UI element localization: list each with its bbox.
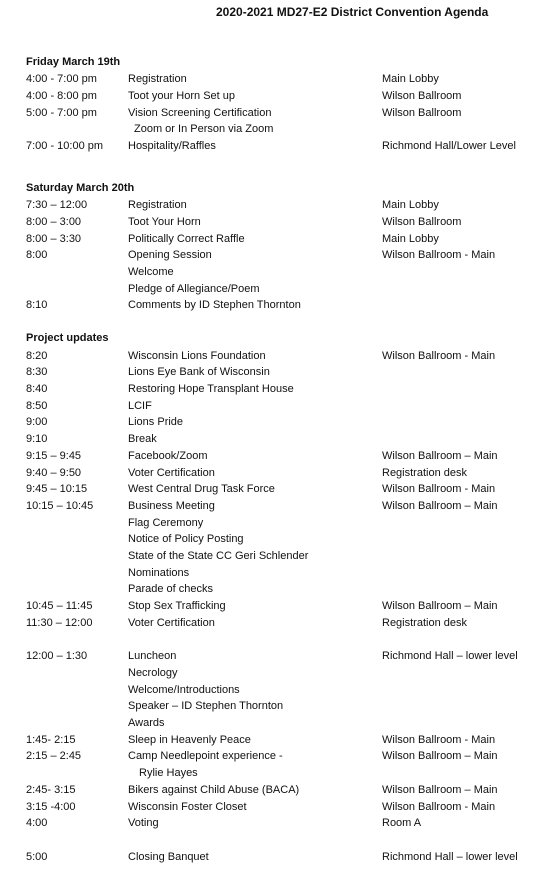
agenda-row [0,216,544,232]
agenda-row [0,817,544,833]
agenda-event: Business Meeting [128,500,215,512]
agenda-time: 7:30 – 12:00 [26,199,88,211]
agenda-time: 7:00 - 10:00 pm [26,140,104,152]
agenda-event: Politically Correct Raffle [128,233,245,245]
agenda-event: Flag Ceremony [128,517,204,529]
agenda-event: Voting [128,817,159,829]
agenda-row [0,400,544,416]
agenda-location: Richmond Hall – lower level [382,851,518,863]
agenda-event: Nominations [128,567,190,579]
agenda-row [0,784,544,800]
agenda-location: Wilson Ballroom - Main [382,483,496,495]
agenda-row [0,600,544,616]
agenda-row [0,734,544,750]
agenda-time: 8:20 [26,350,48,362]
agenda-time: 2:15 – 2:45 [26,750,82,762]
agenda-row [0,299,544,315]
agenda-location: Richmond Hall/Lower Level [382,140,516,152]
agenda-event: Voter Certification [128,617,215,629]
agenda-row [0,266,544,282]
agenda-time: 4:00 - 8:00 pm [26,90,97,102]
agenda-row [0,667,544,683]
agenda-event: Wisconsin Foster Closet [128,801,247,813]
agenda-row [0,517,544,533]
agenda-event: Comments by ID Stephen Thornton [128,299,301,311]
agenda-event: Restoring Hope Transplant House [128,383,294,395]
agenda-time: 8:00 [26,249,48,261]
agenda-event: Camp Needlepoint experience - [128,750,283,762]
agenda-event: Wisconsin Lions Foundation [128,350,266,362]
agenda-event: Luncheon [128,650,177,662]
agenda-event: Hospitality/Raffles [128,140,216,152]
agenda-location: Wilson Ballroom - Main [382,801,496,813]
agenda-event: Lions Eye Bank of Wisconsin [128,366,270,378]
agenda-time: 9:15 – 9:45 [26,450,82,462]
agenda-event: Facebook/Zoom [128,450,208,462]
agenda-row [0,583,544,599]
agenda-time: 3:15 -4:00 [26,801,76,813]
agenda-event: Rylie Hayes [139,767,198,779]
agenda-time: 11:30 – 12:00 [26,617,93,629]
agenda-time: 9:40 – 9:50 [26,467,82,479]
agenda-event: State of the State CC Geri Schlender [128,550,309,562]
agenda-time: 8:00 – 3:30 [26,233,82,245]
agenda-event: Registration [128,199,187,211]
agenda-location: Wilson Ballroom – Main [382,784,498,796]
agenda-row [0,283,544,299]
agenda-row [0,750,544,766]
agenda-location: Wilson Ballroom - Main [382,249,496,261]
agenda-row [0,467,544,483]
agenda-time: 8:00 – 3:00 [26,216,82,228]
agenda-event: Sleep in Heavenly Peace [128,734,251,746]
agenda-row [0,366,544,382]
agenda-location: Wilson Ballroom – Main [382,750,498,762]
agenda-row [0,801,544,817]
agenda-location: Room A [382,817,422,829]
agenda-time: 8:40 [26,383,48,395]
agenda-location: Wilson Ballroom – Main [382,500,498,512]
agenda-location: Wilson Ballroom - Main [382,734,496,746]
agenda-time: 9:10 [26,433,48,445]
agenda-event: Bikers against Child Abuse (BACA) [128,784,300,796]
agenda-row [0,533,544,549]
agenda-event: Closing Banquet [128,851,209,863]
agenda-time: 2:45- 3:15 [26,784,76,796]
agenda-event: Awards [128,717,165,729]
agenda-event: Voter Certification [128,467,215,479]
agenda-event: Parade of checks [128,583,213,595]
agenda-time: 5:00 - 7:00 pm [26,107,97,119]
agenda-row [0,123,544,139]
agenda-time: 12:00 – 1:30 [26,650,88,662]
agenda-row [0,483,544,499]
agenda-row [0,199,544,215]
agenda-event: LCIF [128,400,152,412]
agenda-location: Main Lobby [382,233,439,245]
agenda-row [0,73,544,89]
agenda-event: Registration [128,73,187,85]
agenda-row [0,90,544,106]
agenda-event: Stop Sex Trafficking [128,600,226,612]
agenda-event: Zoom or In Person via Zoom [134,123,274,135]
agenda-event: Toot Your Horn [128,216,201,228]
agenda-time: 8:50 [26,400,48,412]
agenda-row [0,450,544,466]
agenda-event: Opening Session [128,249,212,261]
agenda-event: Lions Pride [128,416,184,428]
agenda-event: Necrology [128,667,178,679]
agenda-row [0,767,544,783]
agenda-row [0,350,544,366]
agenda-location: Registration desk [382,617,467,629]
agenda-time: 4:00 - 7:00 pm [26,73,97,85]
agenda-row [0,233,544,249]
agenda-time: 9:45 – 10:15 [26,483,88,495]
agenda-event: Pledge of Allegiance/Poem [128,283,260,295]
agenda-event: Welcome/Introductions [128,684,240,696]
agenda-row [0,433,544,449]
agenda-row [0,567,544,583]
agenda-row [0,684,544,700]
agenda-time: 9:00 [26,416,48,428]
agenda-row [0,700,544,716]
agenda-location: Wilson Ballroom [382,107,462,119]
agenda-row [0,140,544,156]
agenda-time: 5:00 [26,851,48,863]
agenda-row [0,500,544,516]
agenda-event: Welcome [128,266,174,278]
agenda-event: Vision Screening Certification [128,107,272,119]
agenda-event: Toot your Horn Set up [128,90,236,102]
section-heading: Friday March 19th [26,56,121,68]
agenda-location: Registration desk [382,467,467,479]
agenda-location: Wilson Ballroom [382,90,462,102]
agenda-time: 8:30 [26,366,48,378]
agenda-row [0,383,544,399]
agenda-row [0,650,544,666]
agenda-row [0,550,544,566]
section-heading: Saturday March 20th [26,182,135,194]
agenda-row [0,717,544,733]
agenda-location: Wilson Ballroom – Main [382,600,498,612]
agenda-location: Richmond Hall – lower level [382,650,518,662]
agenda-row [0,249,544,265]
agenda-time: 10:15 – 10:45 [26,500,94,512]
agenda-time: 1:45- 2:15 [26,734,76,746]
agenda-title: 2020-2021 MD27-E2 District Convention Agenda [216,5,489,19]
agenda-time: 10:45 – 11:45 [26,600,93,612]
agenda-location: Main Lobby [382,73,439,85]
agenda-row [0,851,544,867]
agenda-row [0,107,544,123]
agenda-location: Wilson Ballroom [382,216,462,228]
agenda-event: West Central Drug Task Force [128,483,275,495]
agenda-event: Notice of Policy Posting [128,533,244,545]
agenda-row [0,416,544,432]
agenda-event: Speaker – ID Stephen Thornton [128,700,284,712]
agenda-row [0,617,544,633]
agenda-location: Wilson Ballroom – Main [382,450,498,462]
agenda-location: Main Lobby [382,199,439,211]
agenda-event: Break [128,433,157,445]
agenda-location: Wilson Ballroom - Main [382,350,496,362]
section-heading: Project updates [26,332,109,344]
agenda-time: 8:10 [26,299,48,311]
agenda-time: 4:00 [26,817,48,829]
